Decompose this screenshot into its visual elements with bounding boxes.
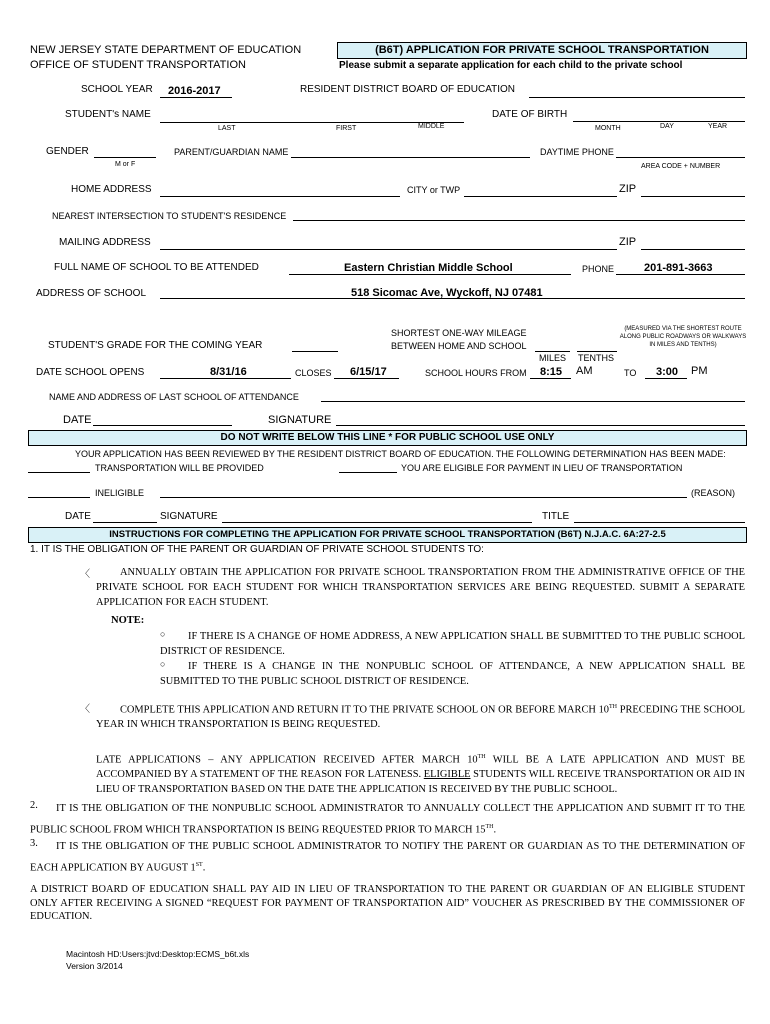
measured-note-3: IN MILES AND TENTHS) — [649, 342, 717, 348]
school-year-line — [160, 97, 232, 98]
note-1-bullet: ○ — [160, 629, 166, 639]
tenths-caption: TENTHS — [578, 353, 614, 363]
office-use-banner-text: DO NOT WRITE BELOW THIS LINE * FOR PUBLIC SCHOOL USE ONLY — [220, 432, 555, 443]
note-2-bullet: ○ — [160, 659, 166, 669]
area-code-caption: AREA CODE + NUMBER — [641, 163, 721, 170]
am-label: AM — [576, 365, 593, 377]
grade-label: STUDENT'S GRADE FOR THE COMING YEAR — [48, 340, 263, 351]
month-caption: MONTH — [595, 125, 621, 132]
mailing-zip-label: ZIP — [619, 236, 637, 248]
office-signature-label: SIGNATURE — [160, 511, 218, 522]
hours-to-input[interactable] — [656, 365, 686, 378]
instructions-banner-text: INSTRUCTIONS FOR COMPLETING THE APPLICATION FOR PRIVATE SCHOOL TRANSPORTATION (B6T) N.J.A.C. 6A:27-2.5 — [109, 529, 666, 540]
tenths-line[interactable] — [577, 351, 617, 352]
footer-path: Macintosh HD:Users:jtvd:Desktop:ECMS_b6t.xls — [66, 949, 250, 959]
reason-line[interactable] — [160, 497, 687, 498]
date-label: DATE — [63, 414, 92, 426]
provided-label: TRANSPORTATION WILL BE PROVIDED — [95, 463, 264, 473]
school-name-input[interactable] — [344, 261, 566, 274]
grade-line[interactable] — [292, 351, 338, 352]
first-name-caption: FIRST — [336, 125, 357, 132]
signature-label: SIGNATURE — [268, 414, 332, 426]
bullet-2-text: COMPLETE THIS APPLICATION AND RETURN IT TO THE PRIVATE SCHOOL ON OR BEFORE MARCH 10TH PRECEDING THE SCHOOL YEAR IN WHICH TRANSPORTATION IS BEING REQUESTED. — [96, 704, 745, 731]
office-name: OFFICE OF STUDENT TRANSPORTATION — [30, 59, 246, 71]
instruction-3-number: 3. — [30, 838, 38, 849]
form-subtitle: Please submit a separate application for each child to the private school — [339, 60, 683, 71]
school-opens-label: DATE SCHOOL OPENS — [36, 367, 145, 378]
day-caption: DAY — [660, 123, 674, 130]
note-2-text: IF THERE IS A CHANGE IN THE NONPUBLIC SCHOOL OF ATTENDANCE, A NEW APPLICATION SHALL BE SUBMITTED TO THE PUBLIC SCHOOL DISTRICT OF RESIDENCE. — [160, 661, 745, 687]
ineligible-line[interactable] — [28, 497, 90, 498]
intersection-line[interactable] — [293, 220, 745, 221]
intersection-label: NEAREST INTERSECTION TO STUDENT'S RESIDENCE — [52, 211, 287, 221]
last-name-caption: LAST — [218, 125, 236, 132]
last-school-label: NAME AND ADDRESS OF LAST SCHOOL OF ATTENDANCE — [49, 392, 299, 402]
final-paragraph: A DISTRICT BOARD OF EDUCATION SHALL PAY AID IN LIEU OF TRANSPORTATION TO THE PARENT OR GUARDIAN OF AN ELIGIBLE STUDENT ONLY AFTER RECEIVING A SIGNED “REQUEST FOR PAYMENT OF TRANSPORTATION AID” VOUCHER AS PRESCRIBED BY THE COMMISSIONER OF EDUCATION. — [30, 884, 745, 922]
office-date-line[interactable] — [93, 522, 157, 523]
resident-district-line[interactable] — [529, 97, 745, 98]
mileage-label-1: SHORTEST ONE-WAY MILEAGE — [391, 328, 527, 338]
instruction-2-text: IT IS THE OBLIGATION OF THE NONPUBLIC SCHOOL ADMINISTRATOR TO ANNUALLY COLLECT THE APPLICATION AND SUBMIT IT TO THE PUBLIC SCHOOL FROM WHICH TRANSPORTATION IS BEING REQUESTED PRIOR TO MARCH 15TH. — [30, 803, 745, 836]
mailing-address-label: MAILING ADDRESS — [59, 237, 151, 248]
closes-label: CLOSES — [295, 368, 332, 378]
school-address-label: ADDRESS OF SCHOOL — [36, 288, 147, 299]
instruction-3-text: IT IS THE OBLIGATION OF THE PUBLIC SCHOOL ADMINISTRATOR TO NOTIFY THE PARENT OR GUARDIAN AS TO THE DETERMINATION OF EACH APPLICATION BY AUGUST 1ST. — [30, 841, 745, 874]
zip-line[interactable] — [641, 196, 745, 197]
aid-label: YOU ARE ELIGIBLE FOR PAYMENT IN LIEU OF TRANSPORTATION — [401, 463, 683, 473]
home-address-line[interactable] — [160, 196, 400, 197]
footer-version: Version 3/2014 — [66, 961, 123, 971]
dob-label: DATE OF BIRTH — [492, 109, 568, 120]
student-name-label: STUDENT's NAME — [65, 109, 151, 120]
mailing-address-line[interactable] — [160, 249, 617, 250]
zip-label: ZIP — [619, 183, 637, 195]
opens-input[interactable] — [210, 365, 280, 378]
miles-caption: MILES — [539, 353, 567, 363]
instruction-1: 1. IT IS THE OBLIGATION OF THE PARENT OR GUARDIAN OF PRIVATE SCHOOL STUDENTS TO: — [30, 544, 484, 555]
parent-name-line[interactable] — [291, 157, 530, 158]
school-phone-input[interactable] — [644, 261, 742, 274]
daytime-phone-label: DAYTIME PHONE — [540, 147, 614, 157]
daytime-phone-line[interactable] — [616, 157, 745, 158]
office-signature-line[interactable] — [222, 522, 532, 523]
note-label: NOTE: — [111, 615, 145, 626]
dob-line[interactable] — [573, 121, 745, 122]
hours-to-line — [645, 378, 687, 379]
pm-label: PM — [691, 365, 708, 377]
city-label: CITY or TWP — [407, 185, 461, 195]
school-name-label: FULL NAME OF SCHOOL TO BE ATTENDED — [54, 262, 259, 273]
school-hours-label: SCHOOL HOURS FROM — [425, 368, 527, 378]
office-use-banner — [28, 430, 747, 446]
note-1-text: IF THERE IS A CHANGE OF HOME ADDRESS, A NEW APPLICATION SHALL BE SUBMITTED TO THE PUBLIC SCHOOL DISTRICT OF RESIDENCE. — [160, 631, 745, 657]
late-applications-text: LATE APPLICATIONS – ANY APPLICATION RECEIVED AFTER MARCH 10TH WILL BE A LATE APPLICATION AND MUST BE ACCOMPANIED BY A STATEMENT OF THE REASON FOR LATENESS. ELIGIBLE STUDENTS WILL RECEIVE TRANSPORTATION OR AID IN LIEU OF TRANSPORTATION BASED ON THE DATE THE APPLICATION IS RECEIVED BY THE PUBLIC SCHOOL. — [96, 754, 746, 796]
city-line[interactable] — [464, 196, 617, 197]
miles-line[interactable] — [535, 351, 570, 352]
closes-input[interactable] — [350, 365, 398, 378]
closes-line — [334, 378, 399, 379]
bullet-2: 〈 — [80, 704, 90, 715]
reason-label: (REASON) — [691, 488, 736, 498]
school-phone-line — [616, 274, 745, 275]
mileage-label-2: BETWEEN HOME AND SCHOOL — [391, 341, 527, 351]
instruction-2-number: 2. — [30, 800, 38, 811]
form-title-box — [337, 42, 747, 59]
gender-line[interactable] — [94, 157, 156, 158]
measured-note-1: (MEASURED VIA THE SHORTEST ROUTE — [624, 326, 742, 332]
home-address-label: HOME ADDRESS — [71, 184, 152, 195]
middle-name-caption: MIDDLE — [418, 123, 445, 130]
form-title: (B6T) APPLICATION FOR PRIVATE SCHOOL TRANSPORTATION — [375, 44, 709, 56]
school-address-input[interactable] — [351, 286, 651, 299]
year-caption: YEAR — [708, 123, 728, 130]
school-year-input[interactable] — [168, 84, 230, 97]
school-year-label: SCHOOL YEAR — [81, 84, 153, 95]
office-date-label: DATE — [65, 511, 91, 522]
aid-line[interactable] — [339, 472, 397, 473]
provided-line[interactable] — [28, 472, 90, 473]
to-label: TO — [624, 368, 637, 378]
ineligible-label: INELIGIBLE — [95, 488, 145, 498]
bullet-1: 〈 — [80, 569, 90, 580]
office-title-label: TITLE — [542, 511, 570, 522]
signature-line[interactable] — [336, 425, 745, 426]
department-name: NEW JERSEY STATE DEPARTMENT OF EDUCATION — [30, 44, 302, 56]
mailing-zip-line[interactable] — [641, 249, 745, 250]
instructions-banner — [28, 527, 747, 543]
gender-label: GENDER — [46, 146, 89, 157]
date-line[interactable] — [93, 425, 232, 426]
last-school-line[interactable] — [321, 401, 745, 402]
reviewed-text: YOUR APPLICATION HAS BEEN REVIEWED BY THE RESIDENT DISTRICT BOARD OF EDUCATION. THE FOLLOWING DETERMINATION HAS BEEN MADE: — [75, 449, 726, 459]
measured-note-2: ALONG PUBLIC ROADWAYS OR WALKWAYS — [619, 334, 747, 340]
office-title-line[interactable] — [574, 522, 745, 523]
school-phone-label: PHONE — [582, 264, 615, 274]
opens-line — [160, 378, 291, 379]
resident-district-label: RESIDENT DISTRICT BOARD OF EDUCATION — [300, 84, 516, 95]
bullet-1-text: ANNUALLY OBTAIN THE APPLICATION FOR PRIVATE SCHOOL TRANSPORTATION FROM THE ADMINISTRATIVE OFFICE OF THE PRIVATE SCHOOL FOR EACH STUDENT FOR WHICH TRANSPORTATION SERVICES ARE BEING REQUESTED. SUBMIT A SEPARATE APPLICATION FOR EACH STUDENT. — [96, 567, 745, 608]
m-or-f-caption: M or F — [115, 161, 136, 168]
parent-name-label: PARENT/GUARDIAN NAME — [174, 147, 289, 157]
hours-from-input[interactable] — [540, 365, 570, 378]
school-name-line — [289, 274, 571, 275]
hours-from-line — [530, 378, 571, 379]
